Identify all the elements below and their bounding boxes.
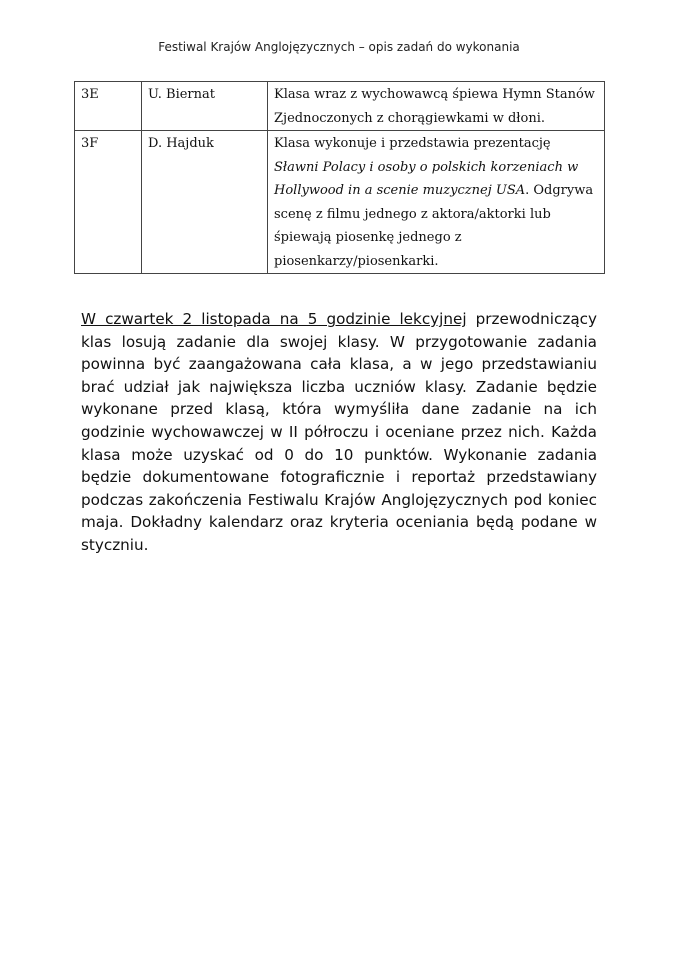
teacher-cell: U. Biernat: [142, 82, 268, 131]
description-paragraph: [81, 308, 597, 557]
task-text-continued: . Odgrywa scenę z filmu jednego z aktora/aktorki lub śpiewają piosenkę jednego z piosenkarzy/piosenkarki.: [274, 183, 594, 269]
table-row: [75, 82, 605, 131]
class-cell: 3F: [75, 131, 142, 274]
table-row: [75, 131, 605, 274]
task-cell: [268, 131, 605, 274]
task-title-italic: Sławni Polacy i osoby o polskich korzeniach w Hollywood in a scenie muzycznej USA: [274, 159, 579, 198]
task-cell: Klasa wraz z wychowawcą śpiewa Hymn Stanów Zjednoczonych z chorągiewkami w dłoni.: [268, 82, 605, 131]
date-underlined: W czwartek 2 listopada na 5 godzinie lekcyjnej: [81, 310, 467, 328]
page-header: Festiwal Krajów Anglojęzycznych – opis zadań do wykonania: [158, 40, 520, 54]
tasks-table: [74, 81, 605, 274]
task-text: Klasa wykonuje i przedstawia prezentację: [274, 136, 551, 151]
teacher-cell: D. Hajduk: [142, 131, 268, 274]
paragraph-text: przewodniczący klas losują zadanie dla swojej klasy. W przygotowanie zadania powinna być zaangażowana cała klasa, a w jego przedstawianiu brać udział jak największa liczba uczniów klasy. Zadanie będzie wykonane przed klasą, która wymyśliła dane zadanie na ich godzinie wychowawczej w II półroczu i oceniane przez nich. Każda klasa może uzyskać od 0 do 10 punktów. Wykonanie zadania będzie dokumentowane fotograficznie i reportaż przedstawiany podczas zakończenia Festiwalu Krajów Anglojęzycznych pod koniec maja. Dokładny kalendarz oraz kryteria oceniania będą podane w styczniu.: [81, 310, 597, 554]
class-cell: 3E: [75, 82, 142, 131]
